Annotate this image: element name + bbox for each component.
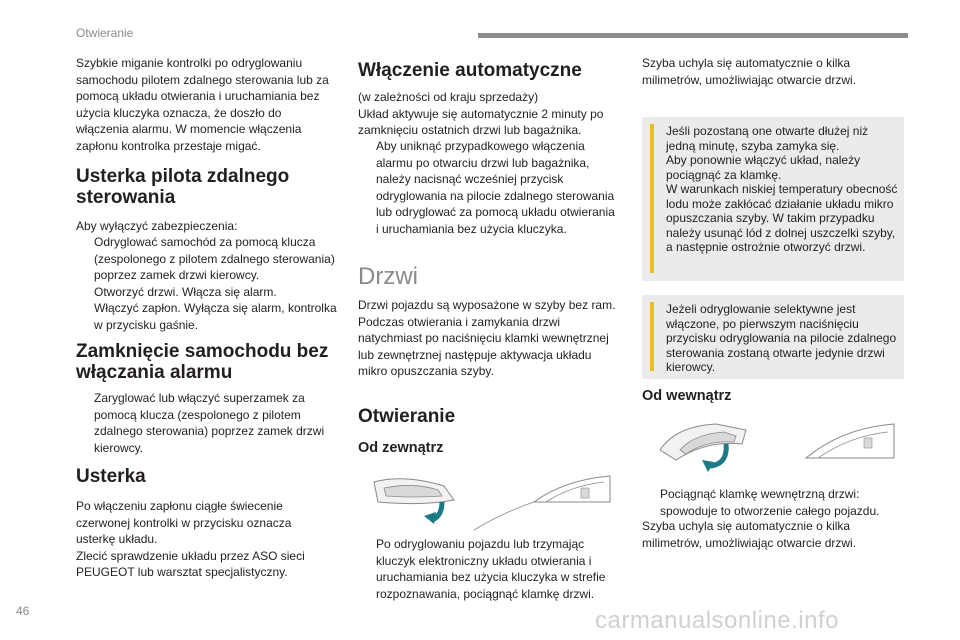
lock-list: [76, 390, 340, 456]
page-number: 46: [16, 604, 30, 618]
section-header: Otwieranie: [76, 26, 134, 40]
outside-list: [358, 536, 620, 602]
inside-list: [642, 486, 906, 519]
info-icon: [650, 303, 654, 371]
list-item: Aby uniknąć przypadkowego włączenia alarmu po otwarciu drzwi lub bagażnika, należy nacisnąć wcześniej przycisk odryglowania na pilocie zdalnego sterowania lub odryglować za pomocą układu otwierania i uruchamiania bez użycia kluczyka.: [376, 139, 615, 236]
heading-outside: Od zewnątrz: [358, 440, 444, 456]
info-box-selective: [642, 295, 904, 379]
info-icon: [650, 125, 654, 273]
list-item: Włączyć zapłon. Wyłącza się alarm, kontrolka w przycisku gaśnie.: [94, 301, 337, 332]
heading-auto-activation: Włączenie automatyczne: [358, 60, 582, 81]
doors-text: Drzwi pojazdu są wyposażone w szyby bez ram. Podczas otwierania i zamykania drzwi natychmiast po naciśnięciu klamki wewnętrznej lub zewnętrznej następuje aktywacja układu mikro opuszczania szyby.: [358, 298, 616, 378]
intro-paragraph: Szybkie miganie kontrolki po odryglowaniu samochodu pilotem zdalnego sterowania lub za pomocą układu otwierania i uruchamiania bez użycia kluczyka oznacza, że doszło do włączenia alarmu. W momencie włączenia zapłonu kontrolka przestaje migać.: [76, 56, 329, 153]
auto-text: (w zależności od kraju sprzedaży) Układ aktywuje się automatycznie 2 minuty po zamknięciu ostatnich drzwi lub bagażnika.: [358, 90, 604, 137]
header-divider: [478, 33, 908, 38]
auto-list: [358, 138, 620, 237]
info-text: Jeżeli odryglowanie selektywne jest włączone, po pierwszym naciśnięciu przycisku odryglowania na pilocie zdalnego sterowania zostaną otwarte jedynie drzwi kierowcy.: [666, 302, 897, 374]
list-item: Odryglować samochód za pomocą klucza (zespolonego z pilotem zdalnego sterowania) poprzez zamek drzwi kierowcy.: [94, 235, 335, 282]
column-outro: Szyba uchyla się automatycznie o kilka milimetrów, umożliwiając otwarcie drzwi.: [642, 519, 857, 550]
list-item: Zaryglować lub włączyć superzamek za pomocą klucza (zespolonego z pilotem zdalnego sterowania) poprzez zamek drzwi kierowcy.: [94, 391, 325, 455]
outside-handle-illustration: [364, 472, 614, 534]
heading-remote-fault: Usterka pilota zdalnego sterowania: [76, 166, 290, 208]
heading-inside: Od wewnątrz: [642, 388, 732, 404]
heading-fault: Usterka: [76, 466, 146, 487]
heading-lock-no-alarm: Zamknięcie samochodu bez włączania alarmu: [76, 341, 329, 383]
fault-text: Po włączeniu zapłonu ciągłe świecenie czerwonej kontrolki w przycisku oznacza usterkę układu. Zlecić sprawdzenie układu przez ASO sieci PEUGEOT lub warsztat specjalistyczny.: [76, 499, 305, 579]
watermark: carmanualsonline.info: [595, 607, 839, 634]
column-intro: Szyba uchyla się automatycznie o kilka milimetrów, umożliwiając otwarcie drzwi.: [642, 56, 857, 87]
list-item: Po odryglowaniu pojazdu lub trzymając kluczyk elektroniczny układu otwierania i uruchamiania bez użycia kluczyka w strefie rozpoznawania, pociągnąć klamkę drzwi.: [376, 537, 606, 601]
remote-fault-text: Aby wyłączyć zabezpieczenia:: [76, 219, 238, 233]
info-box-window: [642, 117, 904, 281]
heading-opening: Otwieranie: [358, 406, 456, 427]
list-item: Otworzyć drzwi. Włącza się alarm.: [94, 284, 277, 299]
list-item: Pociągnąć klamkę wewnętrzną drzwi: spowoduje to otworzenie całego pojazdu.: [660, 487, 880, 518]
info-text: Jeśli pozostaną one otwarte dłużej niż jedną minutę, szyba zamyka się. Aby ponownie włączyć układ, należy pociągnąć za klamkę. W warunkach niskiej temperatury obecność lodu może zakłócać działanie układu mikro opuszczania szyby. W takim przypadku należy usunąć lód z dolnej uszczelki szyby, a następnie ostrożnie otworzyć drzwi.: [666, 124, 898, 254]
inside-handle-illustration: [646, 420, 896, 478]
heading-doors: Drzwi: [358, 263, 418, 290]
remote-fault-list: [76, 234, 340, 333]
